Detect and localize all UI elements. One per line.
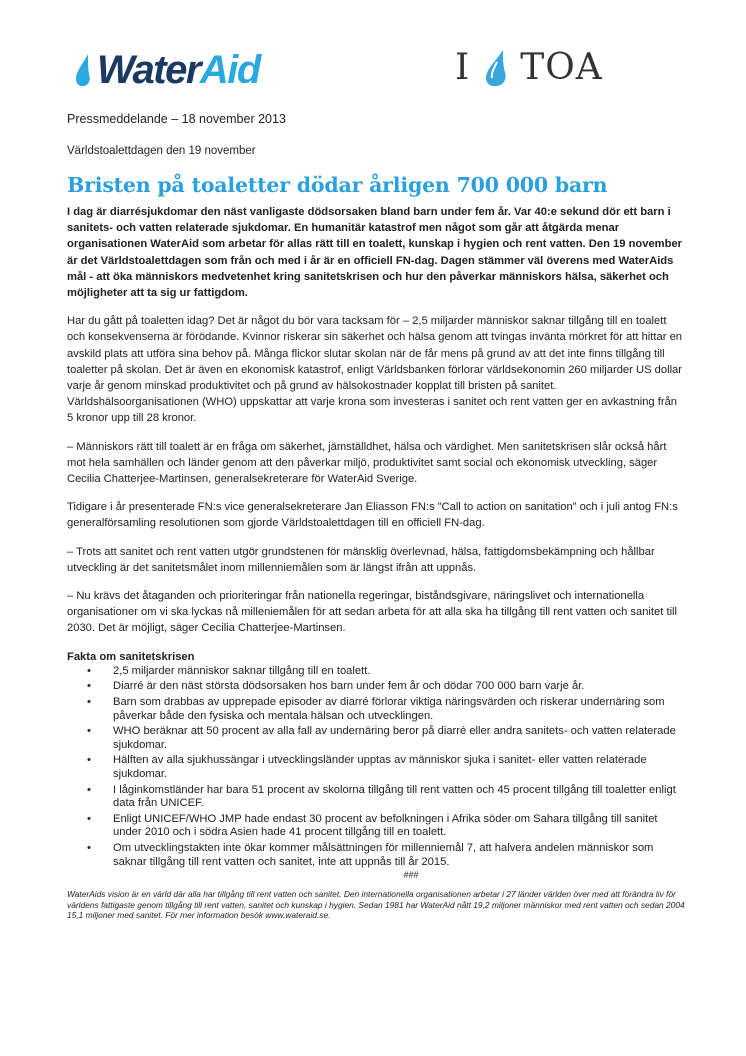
lead-paragraph: I dag är diarrésjukdomar den näst vanligaste dödsorsaken bland barn under fem år. Var 40:e sekund dör ett barn i sanitets- och vatten relaterade sjukdomar. En humanitär katastrof men något som går att åtgärda menar organisationen WaterAid som arbetar för allas rätt till en toalett, kunskap i hygien och rent vatten. Den 19 november är det Världstoalettdagen som från och med i år är en officiell FN-dag. Dagen stämmer väl överens med WaterAids mål - att öka människors medvetenhet kring sanitetskrisen och hur den påverkar människors hälsa, säkerhet och möjligheter att ta sig ur fattigdom. (67, 206, 683, 300)
body-paragraph: Tidigare i år presenterade FN:s vice generalsekreterare Jan Eliasson FN:s ”Call to action on sanitation” och i juli antog FN:s generalförsamling resolutionen som gjorde Världstoalettdagen till en officiell FN-dag. (67, 501, 678, 530)
facts-list (67, 665, 685, 869)
list-item: • Om utvecklingstakten inte ökar kommer målsättningen för millenniemål 7, att halvera andelen människor som saknar tillgång till rent vatten och sanitet, inte att uppnås till år 2015. (113, 842, 685, 869)
facts-heading: Fakta om sanitetskrisen (67, 650, 195, 663)
water-drop-icon (73, 52, 95, 88)
wateraid-logo (73, 48, 260, 92)
list-item: • Diarré är den näst största dödsorsaken hos barn under fem år och dödar 700 000 barn varje år. (113, 680, 685, 694)
body-paragraph: – Nu krävs det åtaganden och prioriteringar från nationella regeringar, biståndsgivare, näringslivet och internationella organisationer om vi ska lyckas nå milleniemålen för att sedan arbeta för att alla ska ha tillgång till rent vatten och sanitet till 2030. Det är möjligt, säger Cecilia Chatterjee-Martinsen. (67, 590, 678, 635)
itoa-logo (455, 46, 603, 90)
list-item: • Barn som drabbas av upprepade episoder av diarré förlorar viktiga näringsvärden och riskerar undernäring som påverkar både den fysiska och mentala hälsan och utvecklingen. (113, 696, 685, 723)
water-drop-icon (482, 48, 512, 88)
wateraid-wordmark: WaterAid (97, 48, 260, 92)
event-date-line: Världstoalettdagen den 19 november (67, 145, 256, 157)
end-mark: ### (403, 870, 419, 881)
itoa-letters-toa: TOA (520, 47, 603, 88)
list-item: • 2,5 miljarder människor saknar tillgång till en toalett. (113, 665, 685, 679)
list-item: • I låginkomstländer har bara 51 procent av skolorna tillgång till rent vatten och 45 procent tillgång till toaletter enligt data från UNICEF. (113, 784, 685, 811)
body-paragraph: Har du gått på toaletten idag? Det är något du bör vara tacksam för – 2,5 miljarder människor saknar tillgång till en toalett och konsekvenserna är förödande. Kvinnor riskerar sin säkerhet och hälsa genom att tvingas invänta mörkret för att hittar en avskild plats att utföra sina behov på. Många flickor slutar skolan när de får mens på grund av att det inte finns tillgång till toaletter på skolan. Det är även en ekonomisk katastrof, enligt Världsbanken förlorar världsekonomin 260 miljarder US dollar varje år genom minskad produktivitet och på grund av hälsokostnader kopplat till bristen på sanitet. Världshälsoorganisationen (WHO) uppskattar att varje krona som investeras i sanitet och rent vatten ger en avkastning från 5 kronor upp till 28 kronor. (67, 315, 683, 425)
body-paragraph: – Trots att sanitet och rent vatten utgör grundstenen för mänsklig överlevnad, hälsa, fattigdomsbekämpning och hållbar utveckling är det sanitetsmålet inom millenniemålen som är längst ifrån att uppnås. (67, 545, 655, 574)
press-release-date: Pressmeddelande – 18 november 2013 (67, 112, 286, 126)
body-paragraph: – Människors rätt till toalett är en fråga om säkerhet, jämställdhet, hälsa och värdighet. Men sanitetskrisen slår också hårt mot hela samhällen och länder genom att den påverkar miljö, produktivitet samt social och ekonomisk utveckling, säger Cecilia Chatterjee-Martinsen, generalsekreterare för WaterAid Sverige. (67, 440, 667, 486)
article-body (67, 204, 685, 920)
list-item: • WHO beräknar att 50 procent av alla fall av undernäring beror på diarré eller andra sanitets- och vatten relaterade sjukdomar. (113, 725, 685, 752)
list-item: • Hälften av alla sjukhussängar i utvecklingsländer upptas av människor sjuka i sanitet- eller vatten relaterade sjukdomar. (113, 754, 685, 781)
organization-footer: WaterAids vision är en värld där alla har tillgång till rent vatten och sanitet. Den internationella organisationen arbetar i 27 länder världen över med att förändra liv för världens fattigaste genom tillgång till rent vatten, sanitet och kunskap i hygien. Sedan 1981 har WaterAid nått 19,2 miljoner människor med rent vatten och sedan 2004 15,1 miljoner med sanitet. För mer information besök www.wateraid.se. (67, 889, 685, 920)
list-item: • Enligt UNICEF/WHO JMP hade endast 30 procent av befolkningen i Afrika söder om Sahara tillgång till sanitet under 2010 och i södra Asien hade 41 procent tillgång till en toalett. (113, 813, 685, 840)
itoa-letter-i: I (455, 47, 471, 88)
page-title: Bristen på toaletter dödar årligen 700 000 barn (67, 173, 608, 197)
